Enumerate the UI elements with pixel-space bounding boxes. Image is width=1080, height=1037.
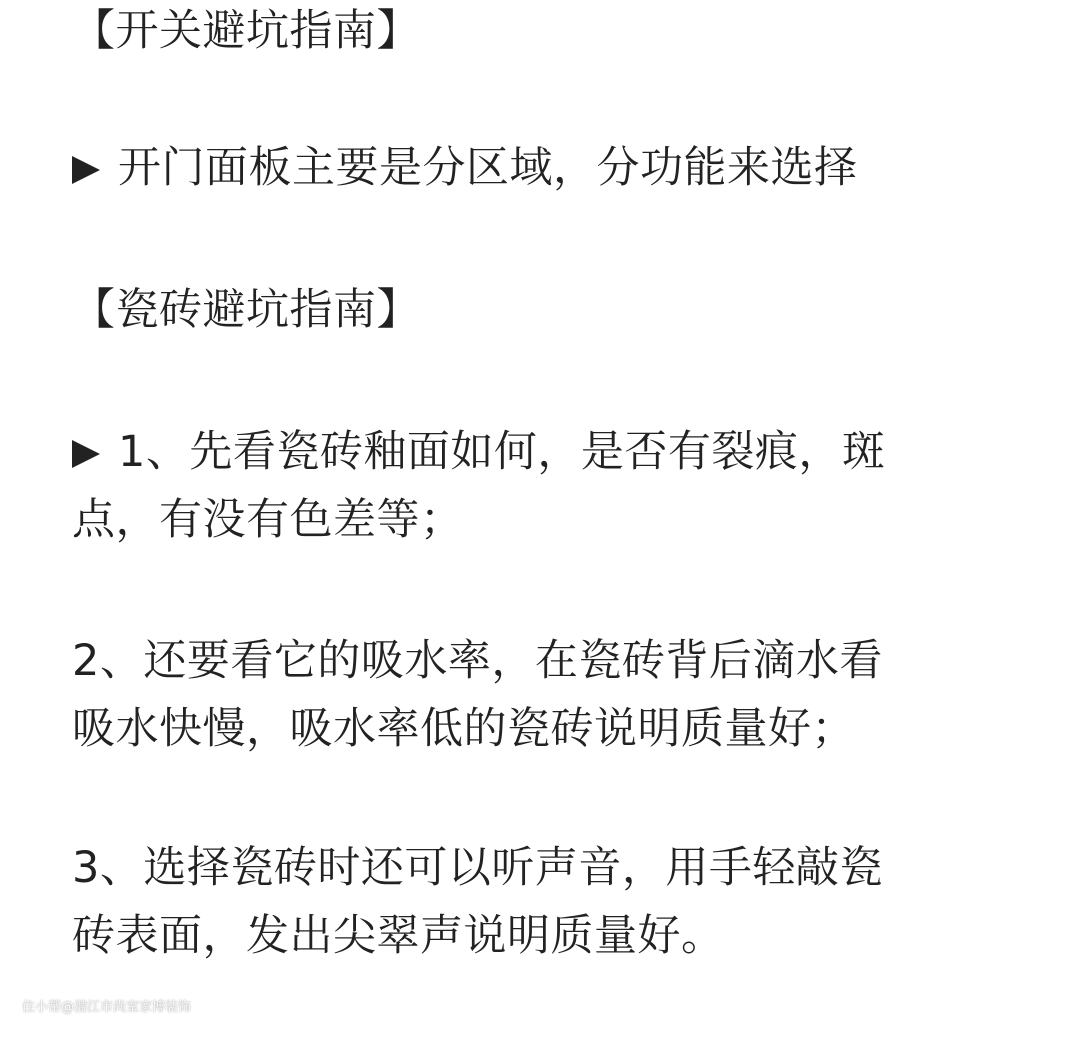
- play-triangle-icon: [72, 440, 100, 468]
- tile-tip-3-line-1: 3、选择瓷砖时还可以听声音，用手轻敲瓷: [72, 843, 883, 893]
- switch-guide-heading: 【开关避坑指南】: [72, 6, 420, 56]
- tile-tip-2-line-2: 吸水快慢，吸水率低的瓷砖说明质量好；: [72, 704, 855, 754]
- tile-guide-heading: 【瓷砖避坑指南】: [72, 285, 420, 335]
- tile-tip-1-line-2: 点，有没有色差等；: [72, 495, 464, 545]
- switch-tip: [72, 134, 858, 202]
- watermark: 住小帮@潜江市尚室家博装饰: [22, 1000, 192, 1015]
- tile-tip-2-line-1: 2、还要看它的吸水率，在瓷砖背后滴水看: [72, 636, 883, 686]
- tile-tip-1: [72, 418, 885, 554]
- tile-tip-2: [72, 627, 883, 763]
- tile-tip-1-line-1: [72, 418, 885, 486]
- tile-tip-3-line-2: 砖表面，发出尖翠声说明质量好。: [72, 911, 725, 961]
- tile-tip-1-text: 1、先看瓷砖釉面如何，是否有裂痕，斑: [118, 427, 886, 477]
- play-triangle-icon: [72, 156, 100, 184]
- switch-tip-text: 开门面板主要是分区域，分功能来选择: [118, 143, 858, 193]
- tile-tip-3: [72, 834, 883, 970]
